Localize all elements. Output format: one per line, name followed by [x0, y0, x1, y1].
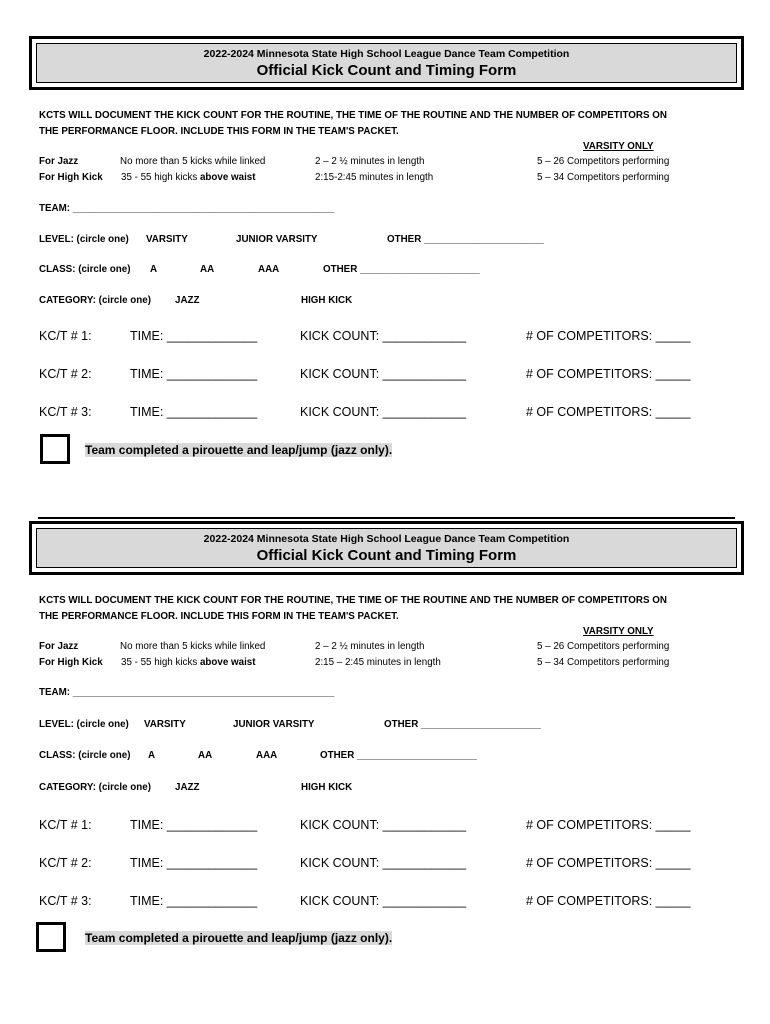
time-field-3[interactable]: TIME: _____________	[130, 894, 258, 908]
kct-label-2: KC/T # 2:	[39, 856, 92, 870]
category-option-high-kick[interactable]: HIGH KICK	[301, 295, 353, 306]
class-label: CLASS: (circle one)	[39, 264, 131, 275]
time-field-3[interactable]: TIME: _____________	[130, 405, 258, 419]
kick-count-field-2[interactable]: KICK COUNT: ____________	[300, 856, 467, 870]
highkick-rule-competitors: 5 – 34 Competitors performing	[537, 657, 670, 668]
form-header	[29, 521, 744, 575]
competitors-field-3[interactable]: # OF COMPETITORS: _____	[526, 405, 691, 419]
level-label: LEVEL: (circle one)	[39, 234, 129, 245]
category-option-jazz[interactable]: JAZZ	[175, 295, 200, 306]
time-field-2[interactable]: TIME: _____________	[130, 367, 258, 381]
highkick-rule-length: 2:15-2:45 minutes in length	[315, 172, 434, 183]
category-option-jazz[interactable]: JAZZ	[175, 782, 200, 793]
header-title: Official Kick Count and Timing Form	[256, 547, 517, 564]
jazz-rule-kicks: No more than 5 kicks while linked	[120, 156, 266, 167]
class-option-other[interactable]: OTHER ______________________	[323, 264, 480, 275]
highkick-rule-competitors: 5 – 34 Competitors performing	[537, 172, 670, 183]
intro-text: KCTS WILL DOCUMENT THE KICK COUNT FOR THE ROUTINE, THE TIME OF THE ROUTINE AND THE NUMBER OF COMPETITORS ON THE PERFORMANCE FLOOR. INCLUDE THIS FORM IN THE TEAM'S PACKET.	[39, 110, 667, 137]
kick-count-field-1[interactable]: KICK COUNT: ____________	[300, 818, 467, 832]
level-option-other[interactable]: OTHER ______________________	[384, 719, 541, 730]
form-separator	[38, 517, 735, 519]
level-option-varsity[interactable]: VARSITY	[146, 234, 188, 245]
pirouette-checkbox[interactable]	[36, 922, 66, 952]
competitors-field-1[interactable]: # OF COMPETITORS: _____	[526, 818, 691, 832]
level-label: LEVEL: (circle one)	[39, 719, 129, 730]
header-title: Official Kick Count and Timing Form	[256, 62, 517, 79]
level-option-junior-varsity[interactable]: JUNIOR VARSITY	[236, 234, 318, 245]
jazz-rule-label: For Jazz	[39, 156, 79, 167]
class-option-a[interactable]: A	[150, 264, 158, 275]
jazz-rule-kicks: No more than 5 kicks while linked	[120, 641, 266, 652]
pirouette-checkbox-label: Team completed a pirouette and leap/jump (jazz only).	[85, 443, 393, 457]
jazz-rule-competitors: 5 – 26 Competitors performing	[537, 641, 670, 652]
kct-label-1: KC/T # 1:	[39, 329, 92, 343]
level-option-varsity[interactable]: VARSITY	[144, 719, 186, 730]
varsity-only-heading: VARSITY ONLY	[583, 141, 654, 152]
competitors-field-3[interactable]: # OF COMPETITORS: _____	[526, 894, 691, 908]
time-field-1[interactable]: TIME: _____________	[130, 818, 258, 832]
jazz-rule-label: For Jazz	[39, 641, 79, 652]
competitors-field-2[interactable]: # OF COMPETITORS: _____	[526, 367, 691, 381]
class-label: CLASS: (circle one)	[39, 750, 131, 761]
class-option-a[interactable]: A	[148, 750, 156, 761]
level-option-other[interactable]: OTHER ______________________	[387, 234, 544, 245]
level-option-junior-varsity[interactable]: JUNIOR VARSITY	[233, 719, 315, 730]
category-option-high-kick[interactable]: HIGH KICK	[301, 782, 353, 793]
kct-label-3: KC/T # 3:	[39, 405, 92, 419]
class-option-aaa[interactable]: AAA	[258, 264, 280, 275]
category-label: CATEGORY: (circle one)	[39, 782, 151, 793]
class-option-aaa[interactable]: AAA	[256, 750, 278, 761]
kick-count-field-3[interactable]: KICK COUNT: ____________	[300, 405, 467, 419]
competitors-field-1[interactable]: # OF COMPETITORS: _____	[526, 329, 691, 343]
kick-count-field-1[interactable]: KICK COUNT: ____________	[300, 329, 467, 343]
kick-count-field-3[interactable]: KICK COUNT: ____________	[300, 894, 467, 908]
varsity-only-heading: VARSITY ONLY	[583, 626, 654, 637]
jazz-rule-length: 2 – 2 ½ minutes in length	[315, 156, 425, 167]
team-field[interactable]: TEAM: ________________________________________________	[39, 687, 335, 698]
class-option-aa[interactable]: AA	[198, 750, 213, 761]
time-field-2[interactable]: TIME: _____________	[130, 856, 258, 870]
highkick-rule-kicks: 35 - 55 high kicks above waist	[121, 172, 256, 183]
time-field-1[interactable]: TIME: _____________	[130, 329, 258, 343]
class-option-other[interactable]: OTHER ______________________	[320, 750, 477, 761]
highkick-rule-kicks: 35 - 55 high kicks above waist	[121, 657, 256, 668]
kct-label-2: KC/T # 2:	[39, 367, 92, 381]
pirouette-checkbox-label: Team completed a pirouette and leap/jump (jazz only).	[85, 931, 393, 945]
kct-label-1: KC/T # 1:	[39, 818, 92, 832]
header-subtitle: 2022-2024 Minnesota State High School League Dance Team Competition	[203, 48, 570, 60]
highkick-rule-label: For High Kick	[39, 657, 103, 668]
jazz-rule-competitors: 5 – 26 Competitors performing	[537, 156, 670, 167]
category-label: CATEGORY: (circle one)	[39, 295, 151, 306]
highkick-rule-label: For High Kick	[39, 172, 103, 183]
header-subtitle: 2022-2024 Minnesota State High School League Dance Team Competition	[203, 533, 570, 545]
jazz-rule-length: 2 – 2 ½ minutes in length	[315, 641, 425, 652]
intro-text: KCTS WILL DOCUMENT THE KICK COUNT FOR THE ROUTINE, THE TIME OF THE ROUTINE AND THE NUMBER OF COMPETITORS ON THE PERFORMANCE FLOOR. INCLUDE THIS FORM IN THE TEAM'S PACKET.	[39, 595, 667, 622]
team-field[interactable]: TEAM: ________________________________________________	[39, 203, 335, 214]
kct-label-3: KC/T # 3:	[39, 894, 92, 908]
class-option-aa[interactable]: AA	[200, 264, 215, 275]
highkick-rule-length: 2:15 – 2:45 minutes in length	[315, 657, 441, 668]
competitors-field-2[interactable]: # OF COMPETITORS: _____	[526, 856, 691, 870]
kick-count-field-2[interactable]: KICK COUNT: ____________	[300, 367, 467, 381]
